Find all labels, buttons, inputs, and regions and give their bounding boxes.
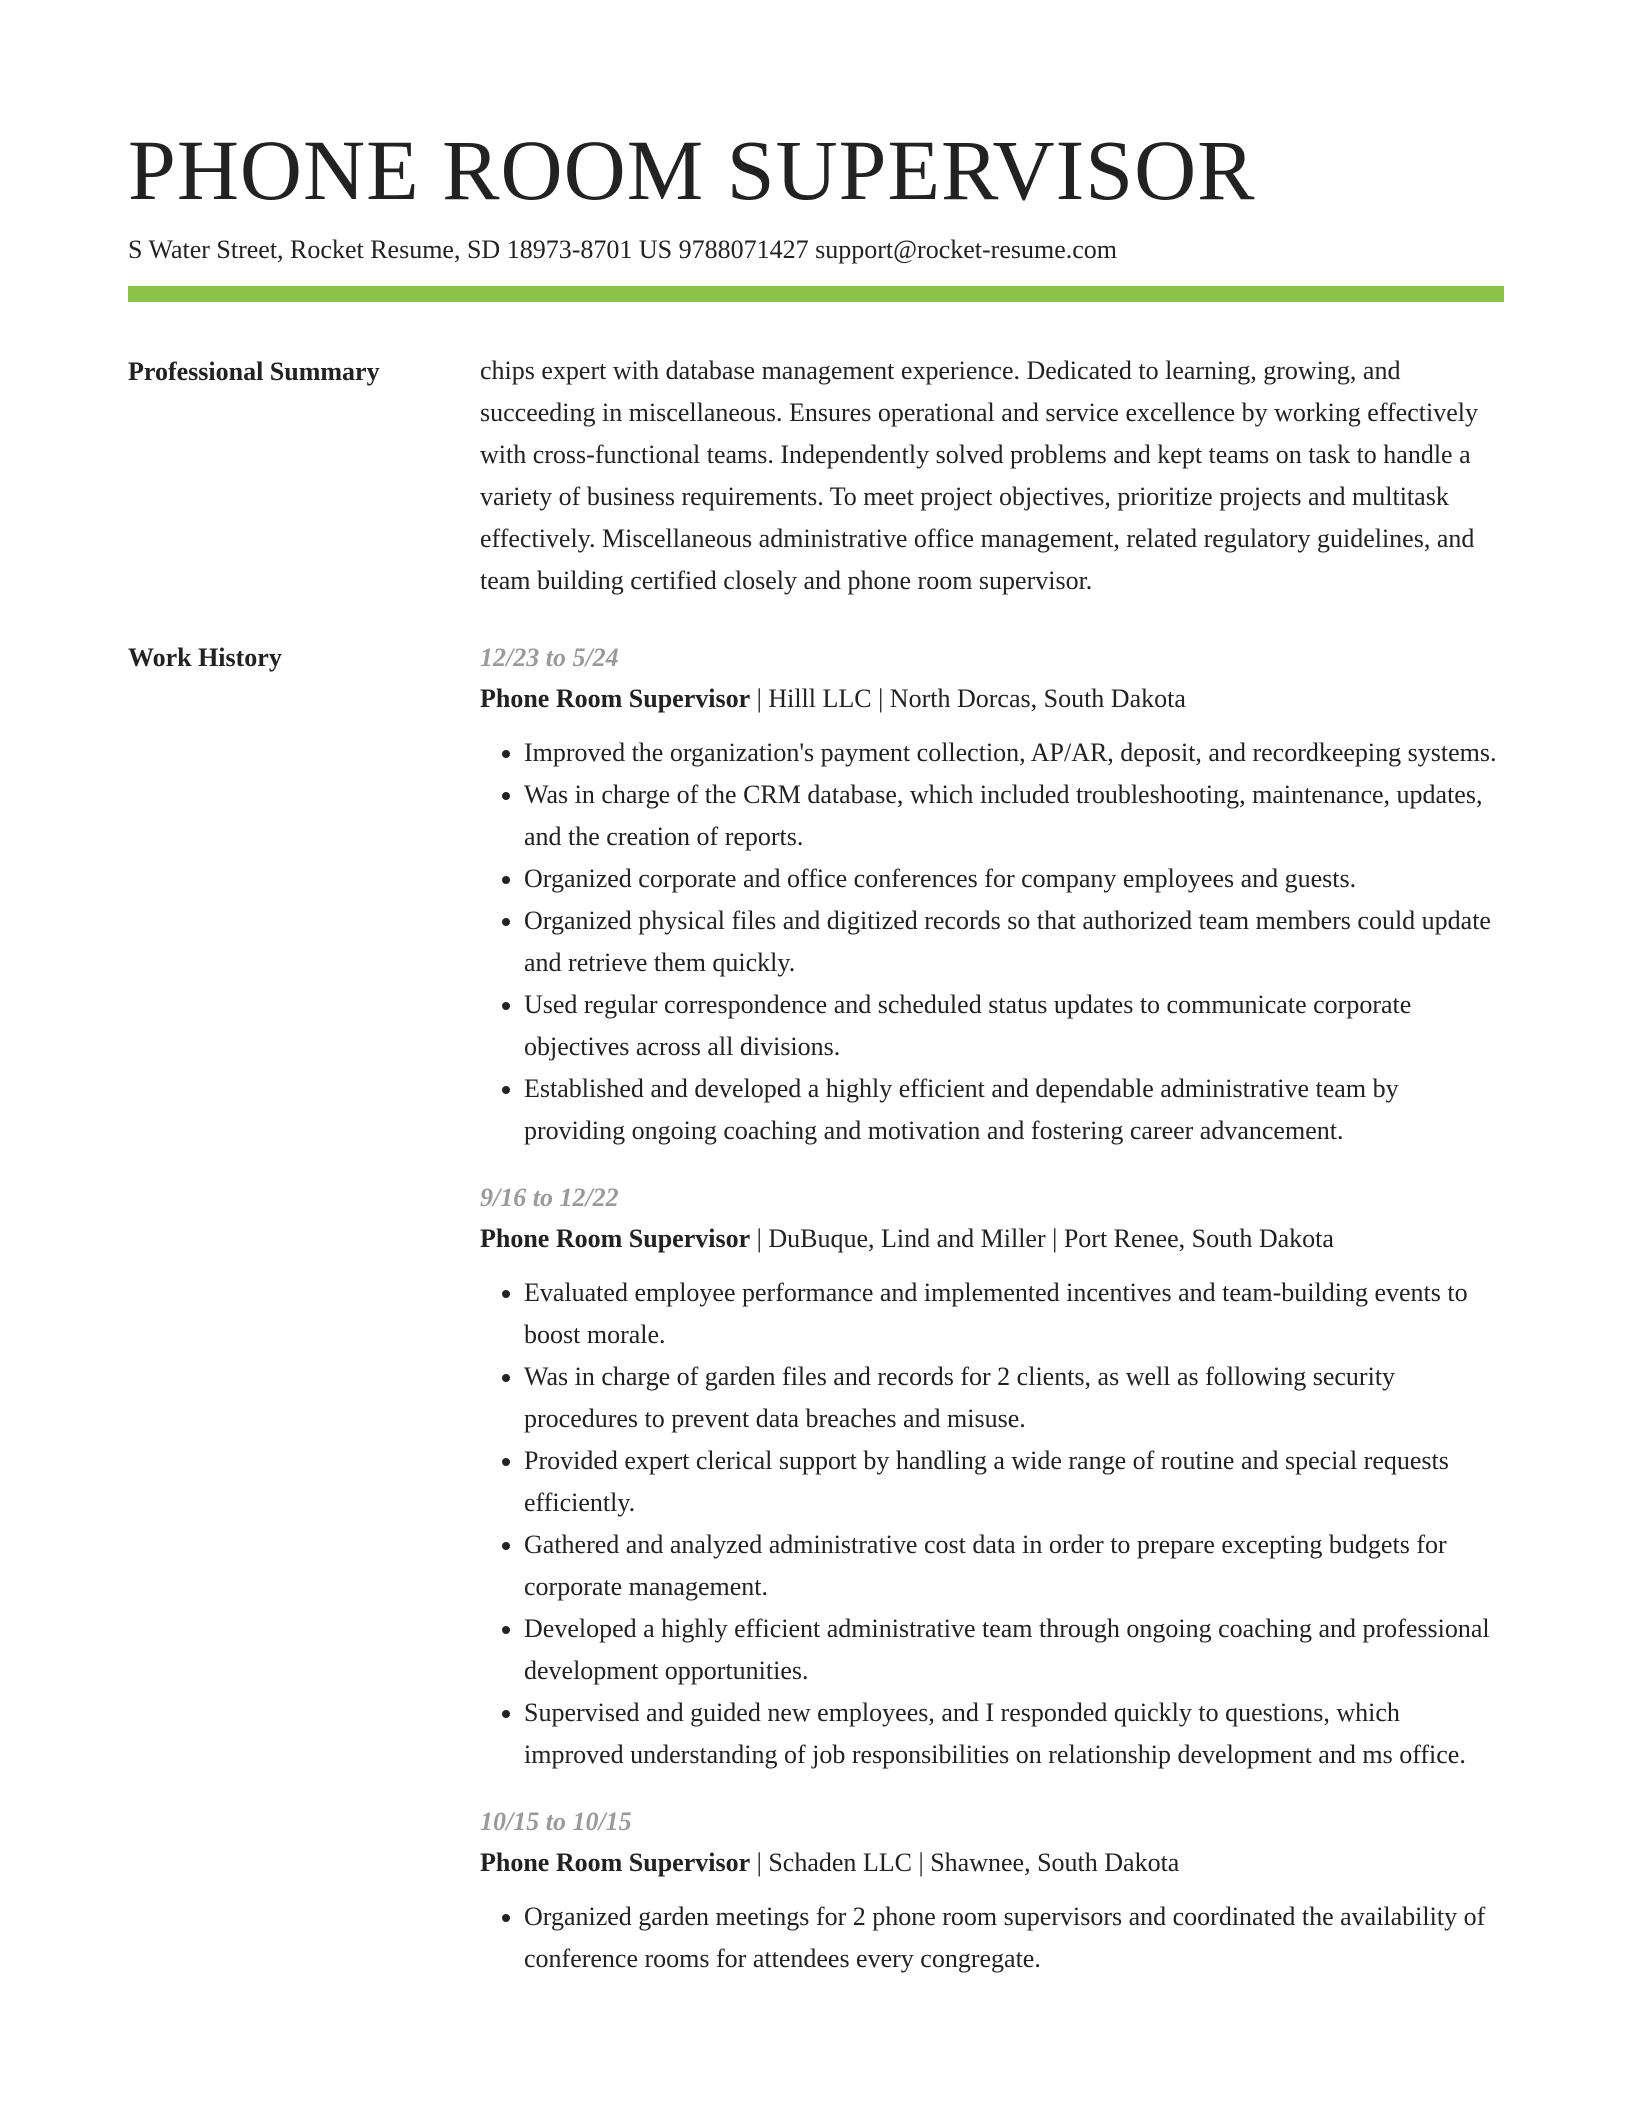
job-bullet: • Was in charge of the CRM database, which included troubleshooting, maintenance, updates, and the creation of reports. [524, 774, 1504, 858]
job-bullet: • Organized physical files and digitized records so that authorized team members could update and retrieve them quickly. [524, 900, 1504, 984]
work-history-label: Work History [128, 643, 282, 672]
job-dates: 12/23 to 5/24 [480, 643, 619, 672]
candidate-name: PHONE ROOM SUPERVISOR [128, 122, 1256, 218]
job-details: | DuBuque, Lind and Miller | Port Renee, South Dakota [750, 1224, 1334, 1253]
job-bullets [480, 732, 1504, 1152]
resume-page [128, 120, 1504, 2006]
job-bullet: • Organized corporate and office conferences for company employees and guests. [524, 858, 1504, 900]
job-bullet: • Improved the organization's payment collection, AP/AR, deposit, and recordkeeping systems. [524, 732, 1504, 774]
job-title: Phone Room Supervisor [480, 1224, 751, 1253]
work-history-body [480, 638, 1504, 2006]
job-entry [480, 1178, 1504, 1776]
job-entry [480, 638, 1504, 1152]
job-bullet: • Evaluated employee performance and implemented incentives and team-building events to boost morale. [524, 1272, 1504, 1356]
job-bullets [480, 1896, 1504, 1980]
summary-body [480, 352, 1504, 602]
contact-phone: 9788071427 [678, 235, 809, 264]
contact-email: support@rocket-resume.com [815, 235, 1118, 264]
job-details: | Hilll LLC | North Dorcas, South Dakota [750, 684, 1186, 713]
job-bullet: • Established and developed a highly efficient and dependable administrative team by providing ongoing coaching and motivation and fostering career advancement. [524, 1068, 1504, 1152]
contact-line [128, 232, 1504, 268]
job-bullet: • Supervised and guided new employees, and I responded quickly to questions, which improved understanding of job responsibilities on relationship development and ms office. [524, 1692, 1504, 1776]
job-title: Phone Room Supervisor [480, 684, 751, 713]
contact-address: S Water Street, Rocket Resume, SD 18973-8701 US [128, 235, 673, 264]
job-heading [480, 1842, 1504, 1884]
summary-section [128, 352, 1504, 602]
job-bullet: • Organized garden meetings for 2 phone room supervisors and coordinated the availability of conference rooms for attendees every congregate. [524, 1896, 1504, 1980]
summary-label: Professional Summary [128, 357, 380, 386]
job-bullet: • Used regular correspondence and scheduled status updates to communicate corporate objectives across all divisions. [524, 984, 1504, 1068]
job-bullet: • Provided expert clerical support by handling a wide range of routine and special requests efficiently. [524, 1440, 1504, 1524]
header-divider [128, 286, 1504, 302]
job-details: | Schaden LLC | Shawnee, South Dakota [750, 1848, 1180, 1877]
job-title: Phone Room Supervisor [480, 1848, 751, 1877]
job-dates: 9/16 to 12/22 [480, 1183, 619, 1212]
job-bullet: • Was in charge of garden files and records for 2 clients, as well as following security procedures to prevent data breaches and misuse. [524, 1356, 1504, 1440]
job-entry [480, 1802, 1504, 1980]
job-heading [480, 1218, 1504, 1260]
job-bullets [480, 1272, 1504, 1776]
summary-text: chips expert with database management experience. Dedicated to learning, growing, and succeeding in miscellaneous. Ensures operational and service excellence by working effectively with cross-functional teams. Independently solved problems and kept teams on task to handle a variety of business requirements. To meet project objectives, prioritize projects and multitask effectively. Miscellaneous administrative office management, related regulatory guidelines, and team building certified closely and phone room supervisor. [480, 356, 1478, 595]
work-history-section [128, 638, 1504, 2006]
job-heading [480, 678, 1504, 720]
job-bullet: • Developed a highly efficient administrative team through ongoing coaching and professional development opportunities. [524, 1608, 1504, 1692]
job-dates: 10/15 to 10/15 [480, 1807, 632, 1836]
job-bullet: • Gathered and analyzed administrative cost data in order to prepare excepting budgets for corporate management. [524, 1524, 1504, 1608]
